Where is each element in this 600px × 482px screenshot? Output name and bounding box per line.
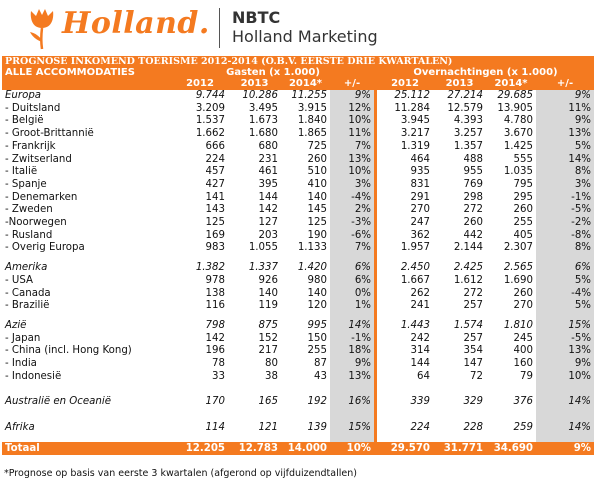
overnachtingen-change: -1%: [536, 192, 594, 205]
table-row: [2, 371, 594, 384]
gasten-change: 6%: [330, 275, 374, 288]
gasten-value: 12.783: [228, 442, 281, 455]
group-row: [2, 90, 594, 103]
gasten-value: 114: [205, 422, 225, 434]
overnachtingen-value: 1.319: [400, 140, 430, 152]
overnachtingen-value: 4.393: [453, 115, 483, 127]
gasten-change: -4%: [330, 192, 374, 205]
gasten-value: 260: [307, 153, 327, 165]
holland-logo: Holland.: [62, 6, 210, 41]
header-divider: [219, 8, 220, 48]
table-row: [2, 242, 594, 255]
overnachtingen-value: 257: [463, 300, 483, 312]
year-header: 2014*: [486, 78, 536, 90]
gasten-value: 410: [307, 178, 327, 190]
overnachtingen-value: 295: [513, 191, 533, 203]
gasten-value: 231: [258, 153, 278, 165]
overnachtingen-value: 3.217: [400, 128, 430, 140]
org-subtitle: Holland Marketing: [232, 27, 378, 46]
overnachtingen-change: 13%: [536, 345, 594, 358]
total-row: [2, 442, 594, 455]
row-label: - India: [5, 358, 37, 370]
year-header: 2012: [377, 78, 433, 90]
row-label: - Japan: [5, 332, 41, 344]
overnachtingen-value: 241: [410, 300, 430, 312]
year-header-row: [2, 78, 594, 90]
row-label: - Brazilië: [5, 300, 50, 312]
overnachtingen-value: 354: [463, 345, 483, 357]
overnachtingen-value: 260: [513, 204, 533, 216]
gasten-change: 1%: [330, 300, 374, 313]
gasten-change: 10%: [330, 442, 374, 455]
overnachtingen-value: 769: [463, 178, 483, 190]
overnachtingen-change: 8%: [536, 166, 594, 179]
overnachtingen-change: -2%: [536, 217, 594, 230]
table-title: PROGNOSE INKOMEND TOERISME 2012-2014 (O.B.V. EERSTE DRIE KWARTALEN): [2, 56, 594, 67]
table-row: [2, 288, 594, 301]
overnachtingen-value: 64: [417, 370, 430, 382]
gasten-change: -6%: [330, 230, 374, 243]
year-header: 2012: [172, 78, 228, 90]
gasten-value: 145: [307, 204, 327, 216]
spacer-row: [2, 409, 594, 422]
table-row: [2, 128, 594, 141]
year-header: 2014*: [281, 78, 330, 90]
spacer-row: [2, 255, 594, 262]
category-label: ALLE ACCOMMODATIES: [2, 67, 172, 78]
table-row: [2, 179, 594, 192]
gasten-value: 12.205: [172, 442, 228, 455]
overnachtingen-value: 245: [513, 332, 533, 344]
overnachtingen-value: 1.667: [400, 274, 430, 286]
gasten-value: 461: [258, 166, 278, 178]
row-label: - Indonesië: [5, 370, 62, 382]
table-row: [2, 141, 594, 154]
overnachtingen-value: 27.214: [447, 90, 483, 101]
gasten-change: 3%: [330, 179, 374, 192]
overnachtingen-change: -5%: [536, 204, 594, 217]
gasten-value: 725: [307, 140, 327, 152]
overnachtingen-change: 5%: [536, 141, 594, 154]
gasten-value: 170: [205, 396, 225, 408]
overnachtingen-change: 10%: [536, 371, 594, 384]
overnachtingen-value: 935: [410, 166, 430, 178]
overnachtingen-value: 31.771: [433, 442, 486, 455]
overnachtingen-value: 12.579: [447, 102, 483, 114]
overnachtingen-value: 2.450: [400, 262, 430, 274]
gasten-value: 150: [307, 332, 327, 344]
table-row: [2, 230, 594, 243]
gasten-change: 10%: [330, 166, 374, 179]
overnachtingen-value: 160: [513, 358, 533, 370]
row-label: - Canada: [5, 287, 51, 299]
gasten-change: 14%: [330, 320, 374, 333]
gasten-change: 16%: [330, 396, 374, 409]
overnachtingen-value: 260: [513, 287, 533, 299]
table-row: [2, 154, 594, 167]
gasten-value: 217: [258, 345, 278, 357]
gasten-change: 2%: [330, 204, 374, 217]
row-label: - China (incl. Hong Kong): [5, 345, 132, 357]
table-row: [2, 275, 594, 288]
overnachtingen-change: 9%: [536, 90, 594, 103]
overnachtingen-change: 6%: [536, 262, 594, 275]
group-row: [2, 422, 594, 435]
overnachtingen-value: 291: [410, 191, 430, 203]
gasten-value: 33: [212, 370, 225, 382]
gasten-value: 120: [307, 300, 327, 312]
gasten-value: 144: [258, 191, 278, 203]
gasten-value: 140: [258, 287, 278, 299]
overnachtingen-value: 831: [410, 178, 430, 190]
gasten-value: 1.865: [297, 128, 327, 140]
overnachtingen-value: 72: [470, 370, 483, 382]
gasten-value: 1.133: [297, 242, 327, 254]
row-label: - Denemarken: [5, 191, 78, 203]
overnachtingen-value: 272: [463, 204, 483, 216]
row-label: Afrika: [5, 422, 35, 434]
gasten-value: 141: [205, 191, 225, 203]
overnachtingen-value: 247: [410, 217, 430, 229]
header: [0, 0, 600, 56]
gasten-value: 127: [258, 217, 278, 229]
overnachtingen-value: 1.035: [503, 166, 533, 178]
overnachtingen-value: 272: [463, 287, 483, 299]
row-label: - Duitsland: [5, 102, 61, 114]
change-header: +/-: [536, 78, 594, 90]
overnachtingen-value: 2.144: [453, 242, 483, 254]
overnachtingen-value: 795: [513, 178, 533, 190]
row-label: Europa: [5, 90, 42, 101]
tulip-icon: [24, 6, 60, 50]
org-name: NBTC: [232, 8, 281, 27]
overnachtingen-value: 2.425: [453, 262, 483, 274]
gasten-value: 142: [205, 332, 225, 344]
overnachtingen-value: 1.957: [400, 242, 430, 254]
table-row: [2, 103, 594, 116]
tourism-table: [2, 56, 594, 455]
gasten-change: 12%: [330, 103, 374, 116]
gasten-value: 457: [205, 166, 225, 178]
gasten-value: 125: [205, 217, 225, 229]
overnachtingen-value: 29.685: [497, 90, 533, 101]
overnachtingen-value: 1.425: [503, 140, 533, 152]
gasten-value: 224: [205, 153, 225, 165]
overnachtingen-value: 1.357: [453, 140, 483, 152]
gasten-value: 169: [205, 229, 225, 241]
gasten-value: 192: [307, 396, 327, 408]
overnachtingen-change: 13%: [536, 128, 594, 141]
gasten-value: 140: [307, 191, 327, 203]
overnachtingen-change: 14%: [536, 422, 594, 435]
overnachtingen-value: 314: [410, 345, 430, 357]
overnachtingen-change: 9%: [536, 358, 594, 371]
row-label: - Groot-Brittannië: [5, 128, 94, 140]
overnachtingen-value: 260: [463, 217, 483, 229]
overnachtingen-value: 400: [513, 345, 533, 357]
overnachtingen-value: 270: [410, 204, 430, 216]
gasten-change: 7%: [330, 141, 374, 154]
gasten-change: -3%: [330, 217, 374, 230]
overnachtingen-change: 14%: [536, 396, 594, 409]
gasten-value: 121: [258, 422, 278, 434]
gasten-value: 1.840: [297, 115, 327, 127]
gasten-value: 3.209: [195, 102, 225, 114]
overnachtingen-value: 3.257: [453, 128, 483, 140]
overnachtingen-value: 442: [463, 229, 483, 241]
overnachtingen-value: 255: [513, 217, 533, 229]
overnachtingen-value: 405: [513, 229, 533, 241]
gasten-change: 6%: [330, 262, 374, 275]
gasten-value: 203: [258, 229, 278, 241]
table-row: [2, 204, 594, 217]
gasten-value: 995: [307, 319, 327, 331]
row-label: - Zweden: [5, 204, 53, 216]
overnachtingen-value: 4.780: [503, 115, 533, 127]
gasten-value: 510: [307, 166, 327, 178]
spacer-row: [2, 313, 594, 320]
overnachtingen-change: 15%: [536, 320, 594, 333]
group-row: [2, 396, 594, 409]
overnachtingen-value: 25.112: [394, 90, 430, 101]
gasten-change: 15%: [330, 422, 374, 435]
overnachtingen-value: 228: [463, 422, 483, 434]
overnachtingen-value: 259: [513, 422, 533, 434]
gasten-value: 152: [258, 332, 278, 344]
gasten-header: Gasten (x 1.000): [172, 67, 374, 78]
overnachtingen-value: 242: [410, 332, 430, 344]
overnachtingen-change: -8%: [536, 230, 594, 243]
overnachtingen-value: 34.690: [486, 442, 536, 455]
gasten-value: 196: [205, 345, 225, 357]
gasten-value: 1.055: [248, 242, 278, 254]
row-label: Australië en Oceanië: [5, 396, 111, 408]
gasten-value: 9.744: [195, 90, 225, 101]
overnachtingen-value: 3.670: [503, 128, 533, 140]
overnachtingen-value: 1.612: [453, 274, 483, 286]
gasten-value: 798: [205, 319, 225, 331]
overnachtingen-value: 298: [463, 191, 483, 203]
gasten-value: 1.673: [248, 115, 278, 127]
overnachtingen-value: 262: [410, 287, 430, 299]
gasten-value: 875: [258, 319, 278, 331]
overnachtingen-change: 9%: [536, 442, 594, 455]
overnachtingen-header: Overnachtingen (x 1.000): [377, 67, 594, 78]
gasten-value: 395: [258, 178, 278, 190]
gasten-value: 1.680: [248, 128, 278, 140]
gasten-value: 1.337: [248, 262, 278, 274]
gasten-value: 666: [205, 140, 225, 152]
gasten-value: 983: [205, 242, 225, 254]
row-label: Amerika: [5, 262, 48, 274]
gasten-value: 3.915: [297, 102, 327, 114]
overnachtingen-change: 3%: [536, 179, 594, 192]
table-row: [2, 333, 594, 346]
gasten-value: 926: [258, 274, 278, 286]
gasten-value: 142: [258, 204, 278, 216]
spacer-row: [2, 383, 594, 396]
overnachtingen-value: 1.443: [400, 319, 430, 331]
gasten-value: 87: [314, 358, 327, 370]
overnachtingen-value: 13.905: [497, 102, 533, 114]
overnachtingen-value: 29.570: [377, 442, 433, 455]
overnachtingen-change: 14%: [536, 154, 594, 167]
overnachtingen-value: 147: [463, 358, 483, 370]
gasten-change: 11%: [330, 128, 374, 141]
table-row: [2, 217, 594, 230]
gasten-change: 9%: [330, 358, 374, 371]
gasten-value: 1.420: [297, 262, 327, 274]
overnachtingen-value: 3.945: [400, 115, 430, 127]
overnachtingen-value: 11.284: [394, 102, 430, 114]
footnote: *Prognose op basis van eerste 3 kwartalen (afgerond op vijfduizendtallen): [4, 468, 357, 479]
gasten-change: 13%: [330, 371, 374, 384]
overnachtingen-value: 1.810: [503, 319, 533, 331]
gasten-value: 1.662: [195, 128, 225, 140]
row-label: - Zwitserland: [5, 153, 72, 165]
row-label: Azië: [5, 319, 27, 331]
overnachtingen-change: 5%: [536, 300, 594, 313]
group-row: [2, 320, 594, 333]
gasten-value: 165: [258, 396, 278, 408]
gasten-value: 190: [307, 229, 327, 241]
table-row: [2, 345, 594, 358]
gasten-value: 143: [205, 204, 225, 216]
gasten-value: 80: [265, 358, 278, 370]
overnachtingen-change: 11%: [536, 103, 594, 116]
row-label: Totaal: [2, 442, 172, 455]
overnachtingen-change: 8%: [536, 242, 594, 255]
year-header: 2013: [433, 78, 486, 90]
overnachtingen-value: 464: [410, 153, 430, 165]
overnachtingen-value: 329: [463, 396, 483, 408]
gasten-value: 138: [205, 287, 225, 299]
gasten-value: 978: [205, 274, 225, 286]
row-label: - Frankrijk: [5, 140, 56, 152]
gasten-value: 3.495: [248, 102, 278, 114]
gasten-value: 125: [307, 217, 327, 229]
gasten-value: 139: [307, 422, 327, 434]
table-row: [2, 166, 594, 179]
row-label: - Overig Europa: [5, 242, 85, 254]
gasten-change: 7%: [330, 242, 374, 255]
overnachtingen-value: 339: [410, 396, 430, 408]
overnachtingen-value: 2.307: [503, 242, 533, 254]
group-row: [2, 262, 594, 275]
gasten-value: 10.286: [242, 90, 278, 101]
gasten-value: 43: [314, 370, 327, 382]
row-label: -Noorwegen: [5, 217, 67, 229]
gasten-value: 980: [307, 274, 327, 286]
change-header: +/-: [330, 78, 374, 90]
overnachtingen-value: 555: [513, 153, 533, 165]
overnachtingen-value: 224: [410, 422, 430, 434]
overnachtingen-value: 488: [463, 153, 483, 165]
gasten-value: 116: [205, 300, 225, 312]
gasten-change: 0%: [330, 288, 374, 301]
table-row: [2, 358, 594, 371]
overnachtingen-change: -4%: [536, 288, 594, 301]
overnachtingen-change: -5%: [536, 333, 594, 346]
overnachtingen-value: 376: [513, 396, 533, 408]
overnachtingen-value: 257: [463, 332, 483, 344]
gasten-value: 11.255: [291, 90, 327, 101]
row-label: - Rusland: [5, 229, 53, 241]
table-row: [2, 115, 594, 128]
gasten-change: -1%: [330, 333, 374, 346]
overnachtingen-value: 1.574: [453, 319, 483, 331]
gasten-value: 14.000: [281, 442, 330, 455]
gasten-value: 78: [212, 358, 225, 370]
year-header: 2013: [228, 78, 281, 90]
table-row: [2, 192, 594, 205]
row-label: - Spanje: [5, 178, 47, 190]
overnachtingen-change: 9%: [536, 115, 594, 128]
gasten-value: 140: [307, 287, 327, 299]
gasten-value: 427: [205, 178, 225, 190]
row-label: - Italië: [5, 166, 38, 178]
overnachtingen-value: 2.565: [503, 262, 533, 274]
overnachtingen-value: 79: [520, 370, 533, 382]
gasten-value: 38: [265, 370, 278, 382]
row-label: - USA: [5, 274, 33, 286]
overnachtingen-value: 362: [410, 229, 430, 241]
gasten-change: 10%: [330, 115, 374, 128]
overnachtingen-value: 1.690: [503, 274, 533, 286]
gasten-value: 119: [258, 300, 278, 312]
overnachtingen-value: 144: [410, 358, 430, 370]
spacer-row: [2, 435, 594, 442]
row-label: - België: [5, 115, 44, 127]
gasten-change: 9%: [330, 90, 374, 103]
gasten-value: 680: [258, 140, 278, 152]
overnachtingen-change: 5%: [536, 275, 594, 288]
overnachtingen-value: 955: [463, 166, 483, 178]
gasten-value: 1.382: [195, 262, 225, 274]
overnachtingen-value: 270: [513, 300, 533, 312]
gasten-value: 255: [307, 345, 327, 357]
table-row: [2, 300, 594, 313]
gasten-change: 18%: [330, 345, 374, 358]
gasten-change: 13%: [330, 154, 374, 167]
gasten-value: 1.537: [195, 115, 225, 127]
